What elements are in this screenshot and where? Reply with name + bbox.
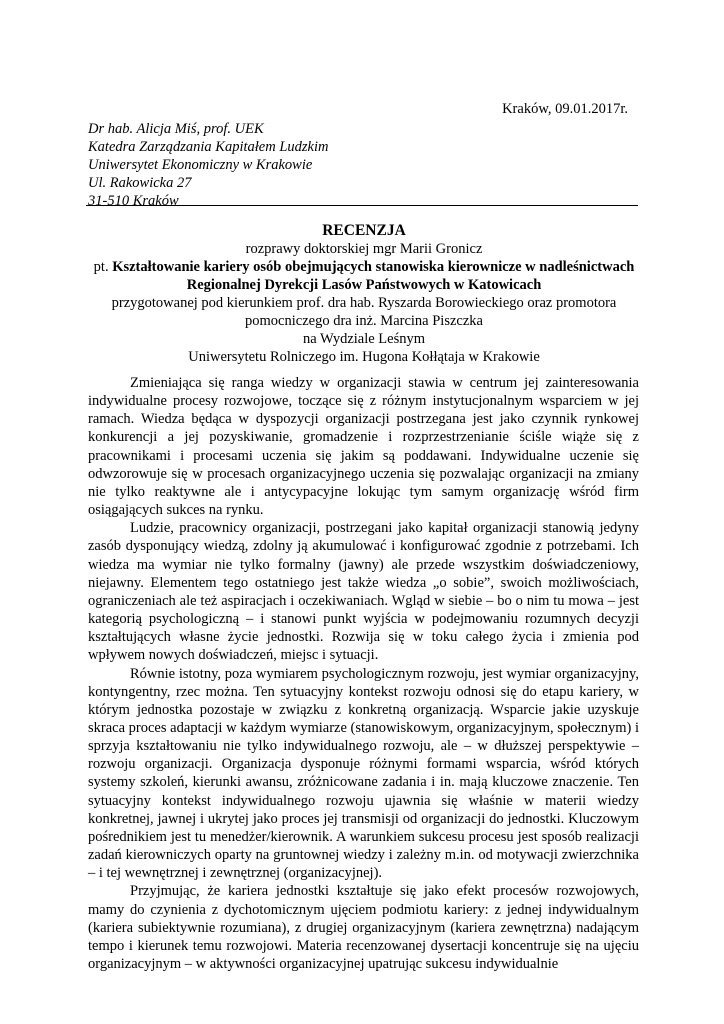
thesis-prefix: pt. bbox=[93, 259, 113, 275]
body-paragraph: Ludzie, pracownicy organizacji, postrzegani jako kapitał organizacji stanowią jedyny zasób dysponujący wiedzą, zdolny ją akumulować i konfigurować zgodnie z potrzebami. Ich wiedza ma wymiar nie tylko formalny (jawny) ale przede wszystkim doświadczeniowy, niejawny. Elementem tego ostatniego jest także wiedza „o sobie”, swoich możliwościach, ograniczeniach ale też aspiracjach i oczekiwaniach. Wgląd w siebie – bo o nim tu mowa – jest kategorią psychologiczną – i stanowi punkt wyjścia w podejmowaniu rozumnych decyzji kształtujących własne życie jednostki. Rozwija się w toku całego życia i zmienia pod wpływem nowych doświadczeń, miejsc i sytuacji. bbox=[88, 520, 639, 664]
author-name: Dr hab. Alicja Miś, prof. UEK bbox=[88, 121, 264, 137]
review-subtitle: rozprawy doktorskiej mgr Marii Gronicz bbox=[245, 241, 483, 257]
author-department: Katedra Zarządzania Kapitałem Ludzkim bbox=[88, 139, 329, 155]
body-paragraph: Równie istotny, poza wymiarem psychologicznym rozwoju, jest wymiar organizacyjny, kontyngentny, rzec można. Ten sytuacyjny kontekst rozwoju odnosi się do etapu kariery, w którym jednostka pozostaje w związku z konkretną organizacją. Wsparcie jakie uzyskuje skraca proces adaptacji w każdym wymiarze (stanowiskowym, organizacyjnym, społecznym) i sprzyja kształtowaniu nie tylko indywidualnego rozwoju, ale – w dłuższej perspektywie – rozwoju organizacji. Organizacja dysponuje różnymi formami wsparcia, wśród których systemy szkoleń, kierunki awansu, zróżnicowane zadania i in. mają kluczowe znaczenie. Ten sytuacyjny kontekst indywidualnego rozwoju ujawnia się właśnie w materii wiedzy konkretnej, jawnej i ukrytej jako proces jej transmisji od organizacji do jednostki. Kluczowym pośrednikiem jest tu menedżer/kierownik. A warunkiem sukcesu procesu jest sposób realizacji zadań kierowniczych oparty na gruntownej wiedzy i zależny m.in. od motywacji zwierzchnika – i tej wewnętrznej i zewnętrznej (organizacyjnej). bbox=[88, 665, 639, 882]
thesis-title-line-1 bbox=[60, 258, 668, 276]
review-body bbox=[88, 374, 639, 973]
author-university: Uniwersytet Ekonomiczny w Krakowie bbox=[88, 157, 313, 173]
body-paragraph: Zmieniająca się ranga wiedzy w organizacji stawia w centrum jej zainteresowania indywidualne procesy rozwojowe, toczące się z różnym instytucjonalnym wsparciem w jej ramach. Wiedza będąca w dyspozycji organizacji postrzegana jest jako czynnik rynkowej konkurencji a jej pozyskiwanie, gromadzenie i rozprzestrzenianie ściśle wiąże się z pracownikami i procesami uczenia się jakim są poddawani. Indywidualne uczenie się odwzorowuje się w procesach organizacyjnego uczenia się pozwalając organizacji na zmiany nie tylko reaktywne ale i antycypacyjne lokując tym samym organizację wśród firm osiągających sukces na rynku. bbox=[88, 375, 639, 519]
body-paragraph: Przyjmując, że kariera jednostki kształtuje się jako efekt procesów rozwojowych, mamy do czynienia z dychotomicznym ujęciem podmiotu kariery: z jednej indywidualnym (kariera subiektywnie rozumiana), z drugiej organizacyjnym (kariera zewnętrzna) nadającym tempo i kierunek temu rozwojowi. Materia recenzowanej dysertacji koncentruje się na ujęciu organizacyjnym – w aktywności organizacyjnej upatrując sukcesu indywidualnie bbox=[88, 883, 639, 972]
author-street: Ul. Rakowicka 27 bbox=[88, 175, 192, 191]
review-title: RECENZJA bbox=[322, 222, 406, 239]
author-city: 31-510 Kraków bbox=[88, 193, 179, 209]
header-divider bbox=[86, 205, 638, 206]
author-block bbox=[88, 120, 328, 210]
thesis-title-part-1: Kształtowanie kariery osób obejmujących stanowiska kierownicze w nadleśnictwach bbox=[112, 259, 635, 275]
document-date: Kraków, 09.01.2017r. bbox=[502, 101, 628, 117]
supervision-line-1: przygotowanej pod kierunkiem prof. dra hab. Ryszarda Borowieckiego oraz promotora bbox=[111, 295, 617, 311]
review-header bbox=[60, 222, 668, 366]
thesis-title-line-2: Regionalnej Dyrekcji Lasów Państwowych w Katowicach bbox=[186, 277, 542, 293]
university-line: Uniwersytetu Rolniczego im. Hugona Kołłątaja w Krakowie bbox=[188, 349, 540, 365]
supervision-line-2: pomocniczego dra inż. Marcina Piszczka bbox=[245, 313, 483, 329]
faculty-line: na Wydziale Leśnym bbox=[302, 331, 426, 347]
